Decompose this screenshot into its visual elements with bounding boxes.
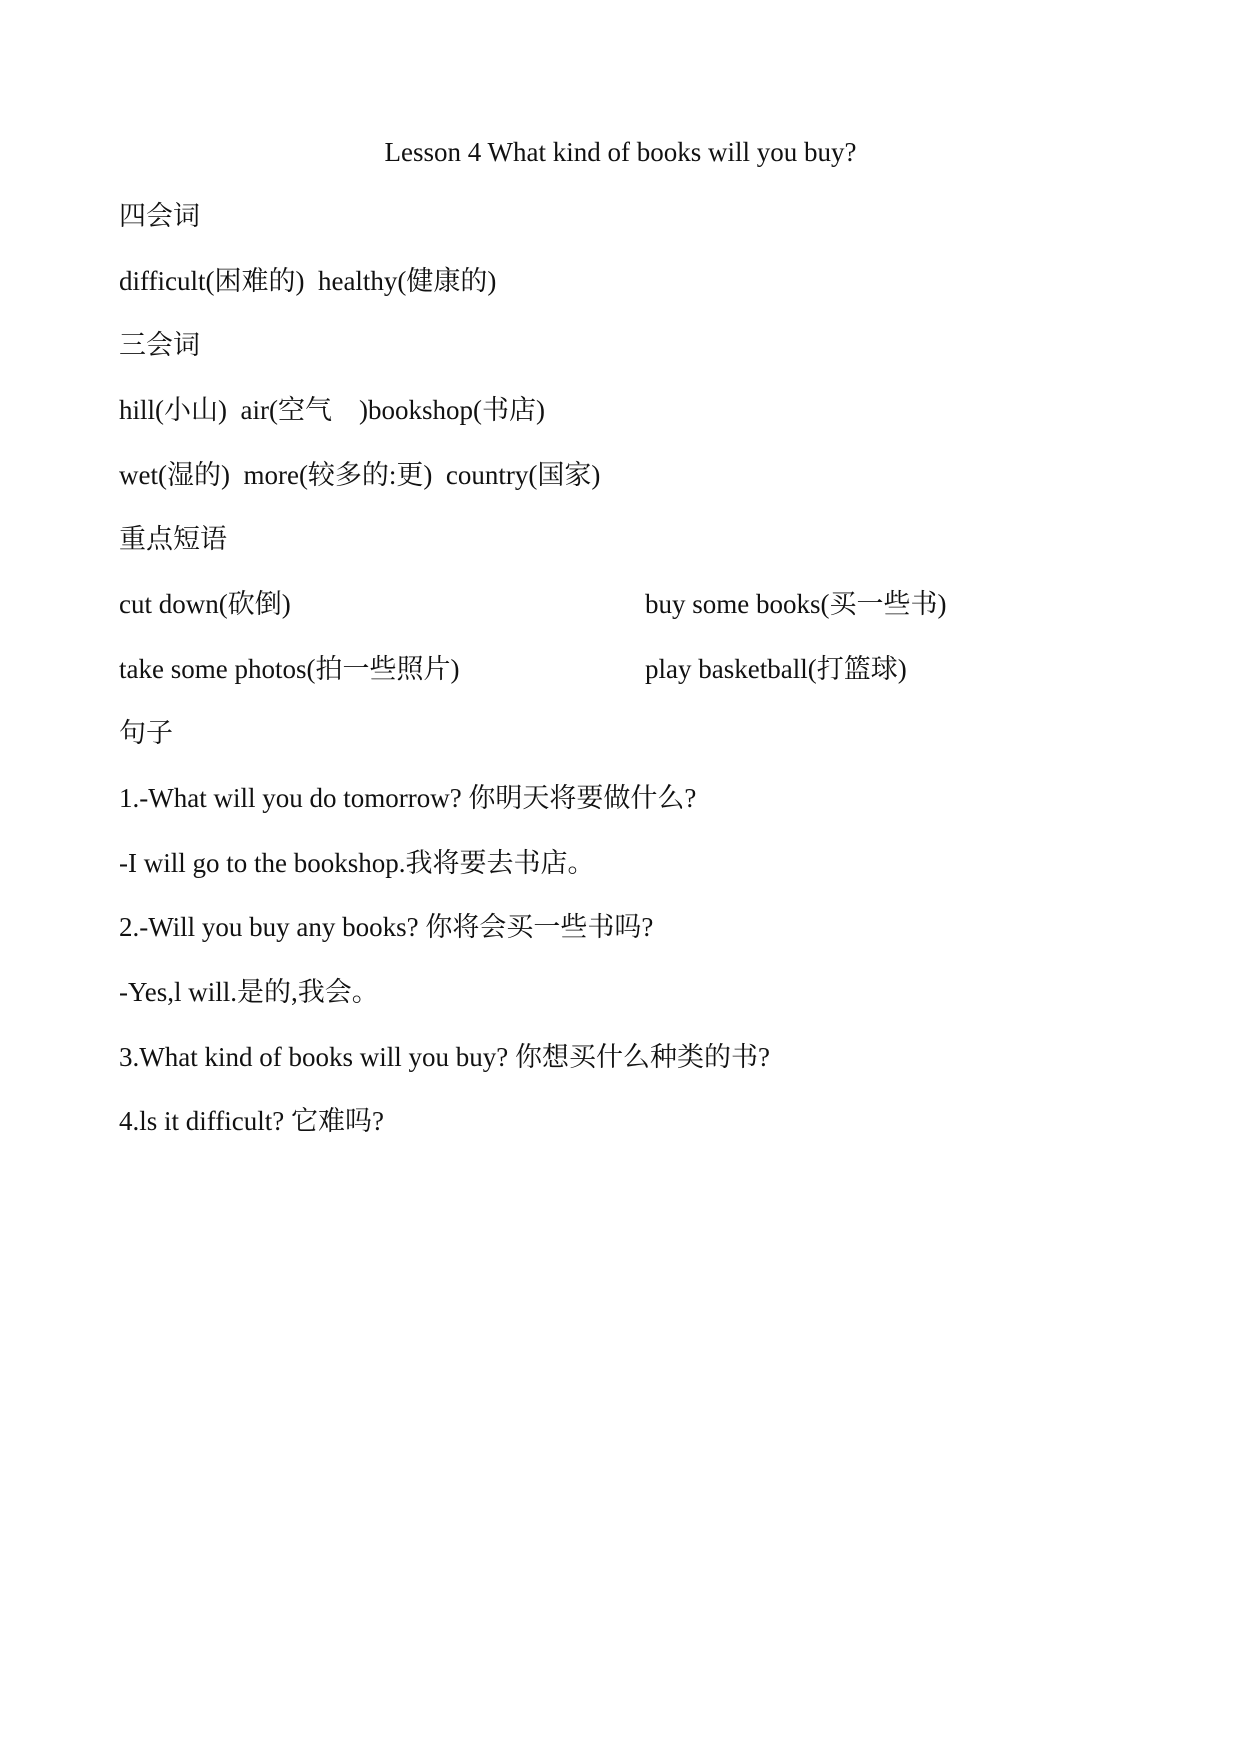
- sentence-1: 1.-What will you do tomorrow? 你明天将要做什么?: [119, 783, 697, 813]
- four-skill-words-heading: 四会词: [119, 201, 200, 231]
- phrase-right-2: play basketball(打篮球): [645, 654, 907, 684]
- four-skill-words: difficult(困难的) healthy(健康的): [119, 266, 497, 296]
- phrase-left-1: cut down(砍倒): [119, 589, 291, 619]
- three-skill-words-line-2: wet(湿的) more(较多的:更) country(国家): [119, 460, 601, 490]
- sentence-3: 2.-Will you buy any books? 你将会买一些书吗?: [119, 912, 654, 942]
- three-skill-words-heading: 三会词: [119, 330, 200, 360]
- three-skill-words-line-1: hill(小山) air(空气 )bookshop(书店): [119, 395, 545, 425]
- lesson-title: Lesson 4 What kind of books will you buy?: [384, 137, 857, 167]
- sentence-2: -I will go to the bookshop.我将要去书店。: [119, 848, 595, 878]
- sentences-heading: 句子: [119, 718, 173, 748]
- sentence-4: -Yes,l will.是的,我会。: [119, 977, 379, 1007]
- key-phrases-heading: 重点短语: [119, 524, 227, 554]
- sentence-5: 3.What kind of books will you buy? 你想买什么种类的书?: [119, 1042, 770, 1072]
- sentence-6: 4.ls it difficult? 它难吗?: [119, 1106, 384, 1136]
- phrase-left-2: take some photos(拍一些照片): [119, 654, 460, 684]
- phrase-right-1: buy some books(买一些书): [645, 589, 947, 619]
